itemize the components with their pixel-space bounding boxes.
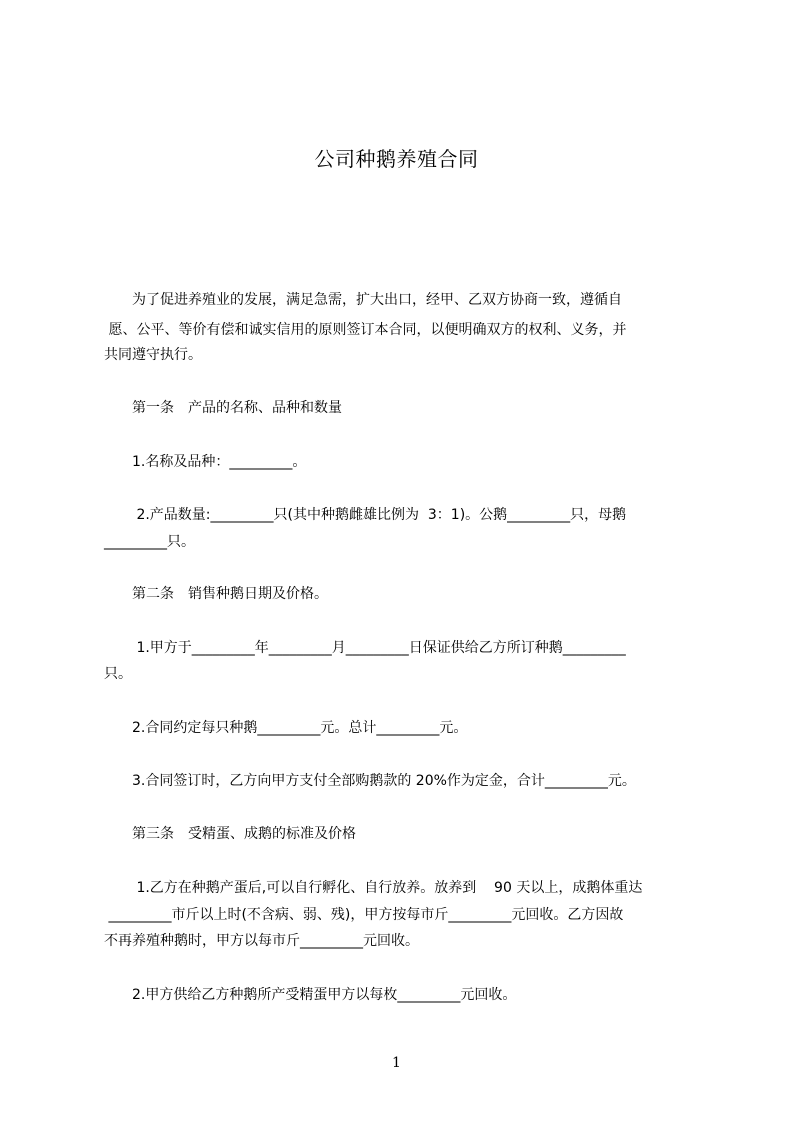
intro-line-3: 共同遵守执行。	[104, 347, 202, 363]
article-3-item-1-line-1: 1.乙方在种鹅产蛋后,可以自行孵化、自行放养。放养到 90 天以上，成鹅体重达	[104, 880, 643, 896]
article-2-heading: 第二条 销售种鹅日期及价格。	[104, 586, 328, 602]
article-3-item-2: 2.甲方供给乙方种鹅所产受精蛋甲方以每枚_________元回收。	[104, 987, 517, 1003]
article-2-item-3: 3.合同签订时，乙方向甲方支付全部购鹅款的 20%作为定金，合计_________元。	[104, 773, 636, 789]
intro-line-2: 愿、公平、等价有偿和诚实信用的原则签订本合同，以便明确双方的权利、义务，并	[104, 322, 627, 338]
article-1-item-1: 1.名称及品种：_________。	[104, 454, 307, 470]
article-3-item-1-line-3: 不再养殖种鹅时，甲方以每市斤_________元回收。	[104, 933, 419, 949]
document-title: 公司种鹅养殖合同	[314, 147, 479, 171]
article-1-item-2-line-1: 2.产品数量:_________只(其中种鹅雌雄比例为 3：1)。公鹅_________只，母鹅	[104, 507, 627, 523]
article-1-heading: 第一条 产品的名称、品种和数量	[104, 400, 342, 416]
article-2-item-2: 2.合同约定每只种鹅_________元。总计_________元。	[104, 720, 468, 736]
article-1-item-2-line-2: _________只。	[104, 534, 195, 550]
article-3-item-1-line-2: _________市斤以上时(不含病、弱、残)，甲方按每市斤_________元回收。乙方因故	[104, 907, 624, 923]
page-number: 1	[392, 1055, 401, 1071]
article-3-heading: 第三条 受精蛋、成鹅的标准及价格	[104, 826, 356, 842]
intro-line-1: 为了促进养殖业的发展，满足急需，扩大出口，经甲、乙双方协商一致，遵循自	[104, 292, 622, 308]
article-2-item-1-line-2: 只。	[104, 666, 132, 682]
article-2-item-1-line-1: 1.甲方于_________年_________月_________日保证供给乙方所订种鹅_________	[104, 640, 626, 656]
